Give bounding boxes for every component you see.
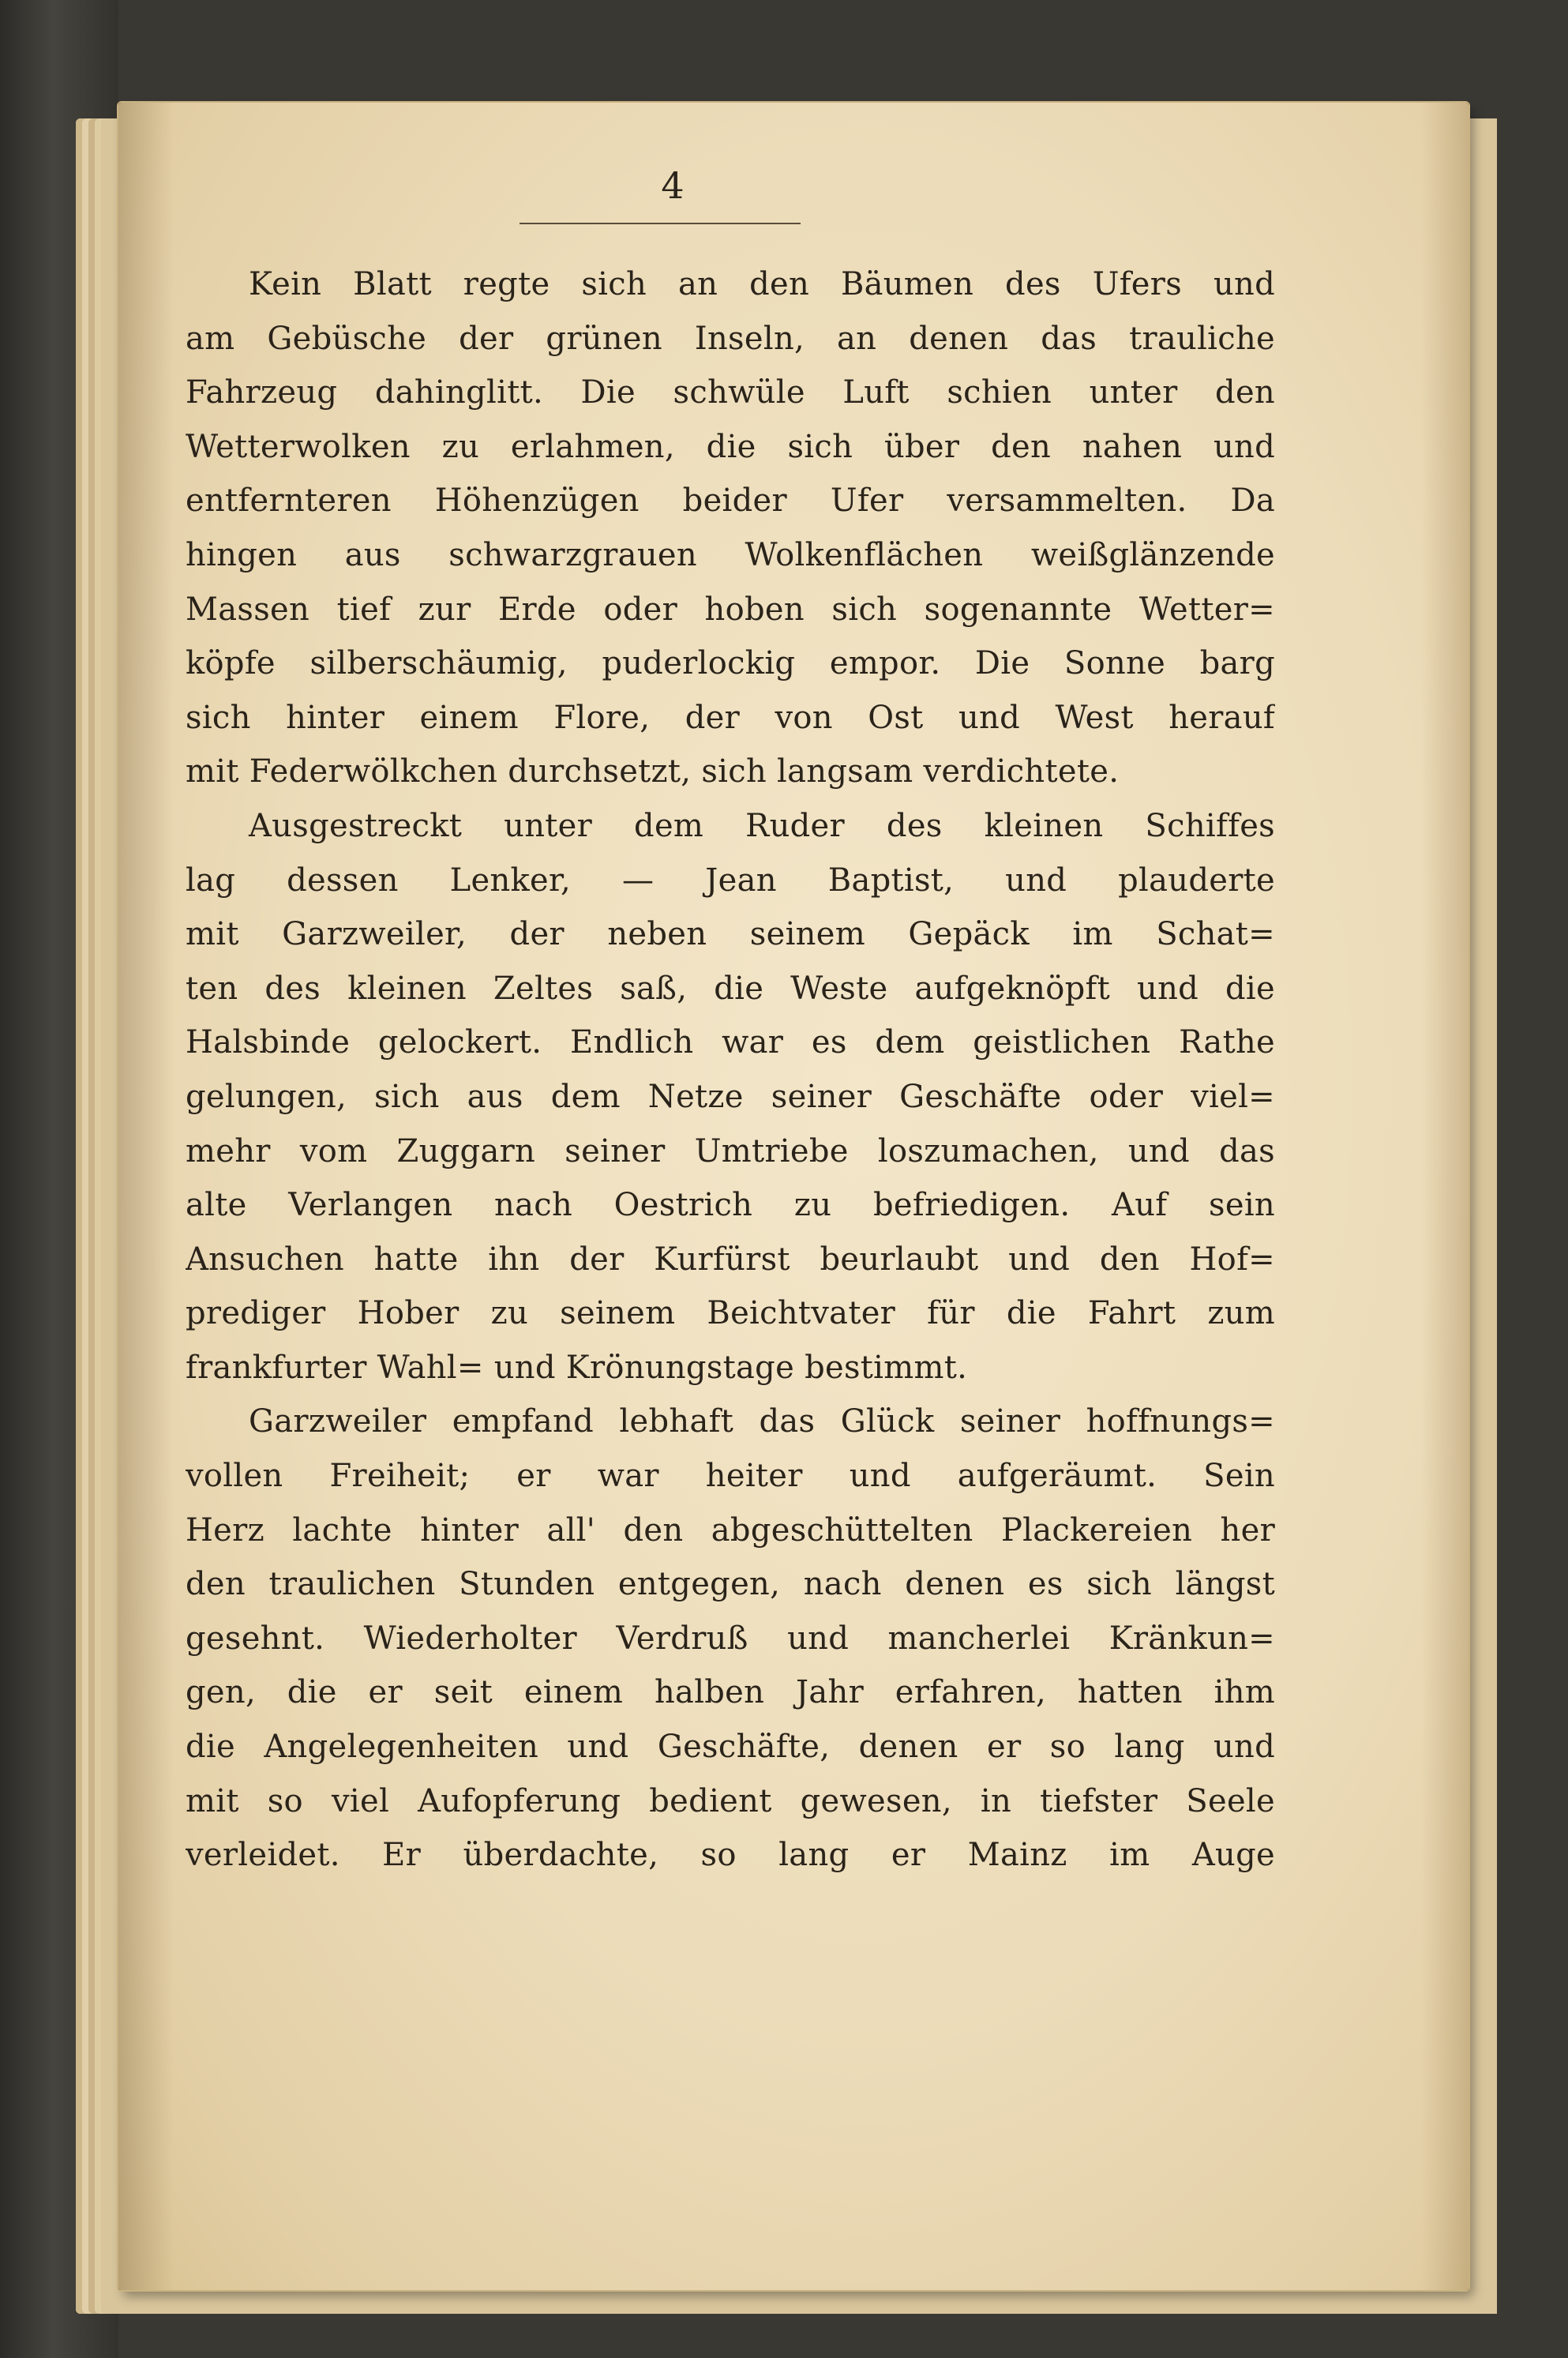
text-line: gelungen, sich aus dem Netze seiner Geschäfte oder viel= [186, 1078, 1275, 1115]
text-line: Halsbinde gelockert. Endlich war es dem geistlichen Rathe [186, 1024, 1275, 1061]
gutter-shadow [118, 103, 174, 2290]
text-line: vollen Freiheit; er war heiter und aufgeräumt. Sein [186, 1458, 1275, 1495]
text-line: Ansuchen hatte ihn der Kurfürst beurlaubt und den Hof= [186, 1241, 1275, 1278]
text-line: den traulichen Stunden entgegen, nach denen es sich längst [186, 1566, 1275, 1603]
text-line: mit Garzweiler, der neben seinem Gepäck im Schat= [186, 916, 1275, 953]
page-edge-shadow [1421, 103, 1469, 2290]
text-line: mehr vom Zuggarn seiner Umtriebe loszumachen, und das [186, 1132, 1275, 1170]
text-line: gen, die er seit einem halben Jahr erfahren, hatten ihm [186, 1674, 1275, 1711]
page-number: 4 [661, 164, 685, 207]
text-line: verleidet. Er überdachte, so lang er Mainz im Auge [186, 1837, 1275, 1874]
text-line: mit Federwölkchen durchsetzt, sich langsam verdichtete. [186, 753, 1120, 790]
text-line: am Gebüsche der grünen Inseln, an denen das trauliche [186, 320, 1275, 357]
text-line: köpfe silberschäumig, puderlockig empor. Die Sonne barg [186, 645, 1275, 682]
text-line: die Angelegenheiten und Geschäfte, denen er so lang und [186, 1729, 1275, 1766]
text-line: gesehnt. Wiederholter Verdruß und mancherlei Kränkun= [186, 1620, 1275, 1657]
text-line: hingen aus schwarzgrauen Wolkenflächen weißglänzende [186, 536, 1275, 573]
text-line: prediger Hober zu seinem Beichtvater für die Fahrt zum [186, 1295, 1275, 1332]
header-rule [520, 223, 801, 224]
text-line: Kein Blatt regte sich an den Bäumen des Ufers und [249, 266, 1275, 302]
text-line: Fahrzeug dahinglitt. Die schwüle Luft schien unter den [186, 374, 1275, 411]
text-line: lag dessen Lenker, — Jean Baptist, und plauderte [186, 862, 1275, 899]
text-line: frankfurter Wahl= und Krönungstage bestimmt. [186, 1349, 968, 1386]
text-line: mit so viel Aufopferung bedient gewesen, in tiefster Seele [186, 1782, 1275, 1819]
text-line: Garzweiler empfand lebhaft das Glück seiner hoffnungs= [249, 1403, 1275, 1440]
text-line: sich hinter einem Flore, der von Ost und West herauf [186, 699, 1275, 736]
text-line: entfernteren Höhenzügen beider Ufer versammelten. Da [186, 482, 1275, 520]
text-line: alte Verlangen nach Oestrich zu befriedigen. Auf sein [186, 1187, 1275, 1224]
body-text [186, 257, 1275, 1883]
text-line: Ausgestreckt unter dem Ruder des kleinen Schiffes [249, 807, 1275, 844]
text-line: Herz lachte hinter all' den abgeschüttelten Plackereien her [186, 1511, 1275, 1549]
text-line: Massen tief zur Erde oder hoben sich sogenannte Wetter= [186, 591, 1275, 628]
text-line: Wetterwolken zu erlahmen, die sich über den nahen und [186, 428, 1275, 465]
text-line: ten des kleinen Zeltes saß, die Weste aufgeknöpft und die [186, 970, 1275, 1007]
